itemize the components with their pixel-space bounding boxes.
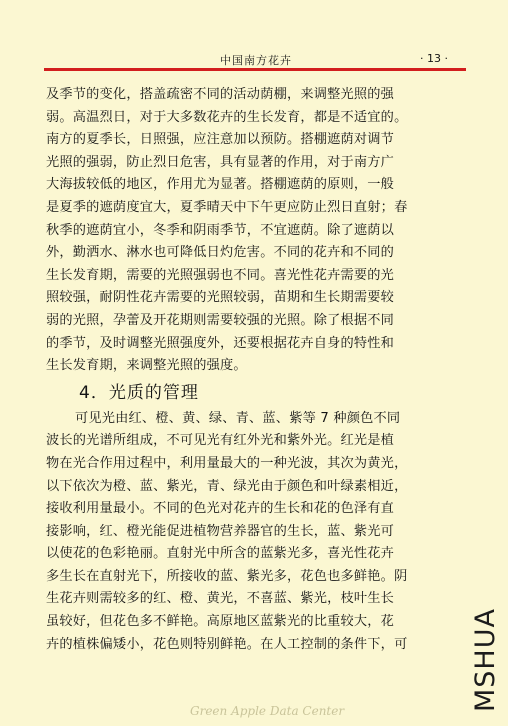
text-line: 波长的光谱所组成，不可见光有红外光和紫外光。红光是植 xyxy=(46,433,395,449)
watermark-side: MSHUA xyxy=(470,608,501,712)
paragraph-light-quality xyxy=(46,408,466,657)
text-line: 外，勤洒水、淋水也可降低日灼危害。不同的花卉和不同的 xyxy=(46,245,395,261)
text-line: 以使花的色彩艳丽。直射光中所含的蓝紫光多，喜光性花卉 xyxy=(46,546,395,562)
text-line: 生长发育期，来调整光照的强度。 xyxy=(46,358,247,374)
text-line: 接收利用量最小。不同的色光对花卉的生长和花的色泽有直 xyxy=(46,501,395,517)
text-line: 生长发育期，需要的光照强弱也不同。喜光性花卉需要的光 xyxy=(46,267,395,283)
text-line: 大海拔较低的地区，作用尤为显著。搭棚遮荫的原则，一般 xyxy=(46,177,395,193)
header-rule xyxy=(44,68,466,71)
section-heading: 4．光质的管理 xyxy=(79,382,199,403)
text-line: 弱的光照，孕蕾及开花期则需要较强的光照。除了根据不同 xyxy=(46,312,395,328)
text-line: 秋季的遮荫宜小，冬季和阴雨季节，不宜遮荫。除了遮荫以 xyxy=(46,222,395,238)
text-line: 照较强，耐阴性花卉需要的光照较弱，苗期和生长期需要较 xyxy=(46,290,395,306)
text-line: 生花卉则需较多的红、橙、黄光，不喜蓝、紫光，枝叶生长 xyxy=(46,591,395,607)
running-header xyxy=(46,52,464,68)
page-number: · 13 · xyxy=(420,52,448,65)
text-line: 光照的强弱，防止烈日危害，具有显著的作用，对于南方广 xyxy=(46,154,395,170)
text-line: 及季节的变化，搭盖疏密不同的活动荫棚，来调整光照的强 xyxy=(46,87,395,102)
text-line: 可见光由红、橙、黄、绿、青、蓝、紫等 7 种颜色不同 xyxy=(75,410,401,426)
text-line: 是夏季的遮荫度宜大，夏季晴天中下午更应防止烈日直射；春 xyxy=(46,199,408,215)
header-title: 中国南方花卉 xyxy=(220,54,292,67)
text-line: 南方的夏季长，日照强，应注意加以预防。搭棚遮荫对调节 xyxy=(46,132,395,148)
text-line: 多生长在直射光下，所接收的蓝、紫光多，花色也多鲜艳。阴 xyxy=(46,568,408,584)
text-line: 虽较好，但花色多不鲜艳。高原地区蓝紫光的比重较大，花 xyxy=(46,614,395,630)
text-line: 接影响，红、橙光能促进植物营养器官的生长，蓝、紫光可 xyxy=(46,523,395,539)
text-line: 物在光合作用过程中，利用量最大的一种光波，其次为黄光， xyxy=(46,455,408,471)
text-line: 卉的植株偏矮小，花色则特别鲜艳。在人工控制的条件下，可 xyxy=(46,636,408,652)
paragraph-light-intensity xyxy=(46,84,466,378)
page-body xyxy=(46,84,466,656)
text-line: 弱。高温烈日，对于大多数花卉的生长发育，都是不适宜的。 xyxy=(46,109,408,125)
text-line: 的季节，及时调整光照强度外，还要根据花卉自身的特性和 xyxy=(46,335,395,351)
watermark-footer: Green Apple Data Center xyxy=(190,704,345,718)
text-line: 以下依次为橙、蓝、紫光，青、绿光由于颜色和叶绿素相近， xyxy=(46,478,408,494)
